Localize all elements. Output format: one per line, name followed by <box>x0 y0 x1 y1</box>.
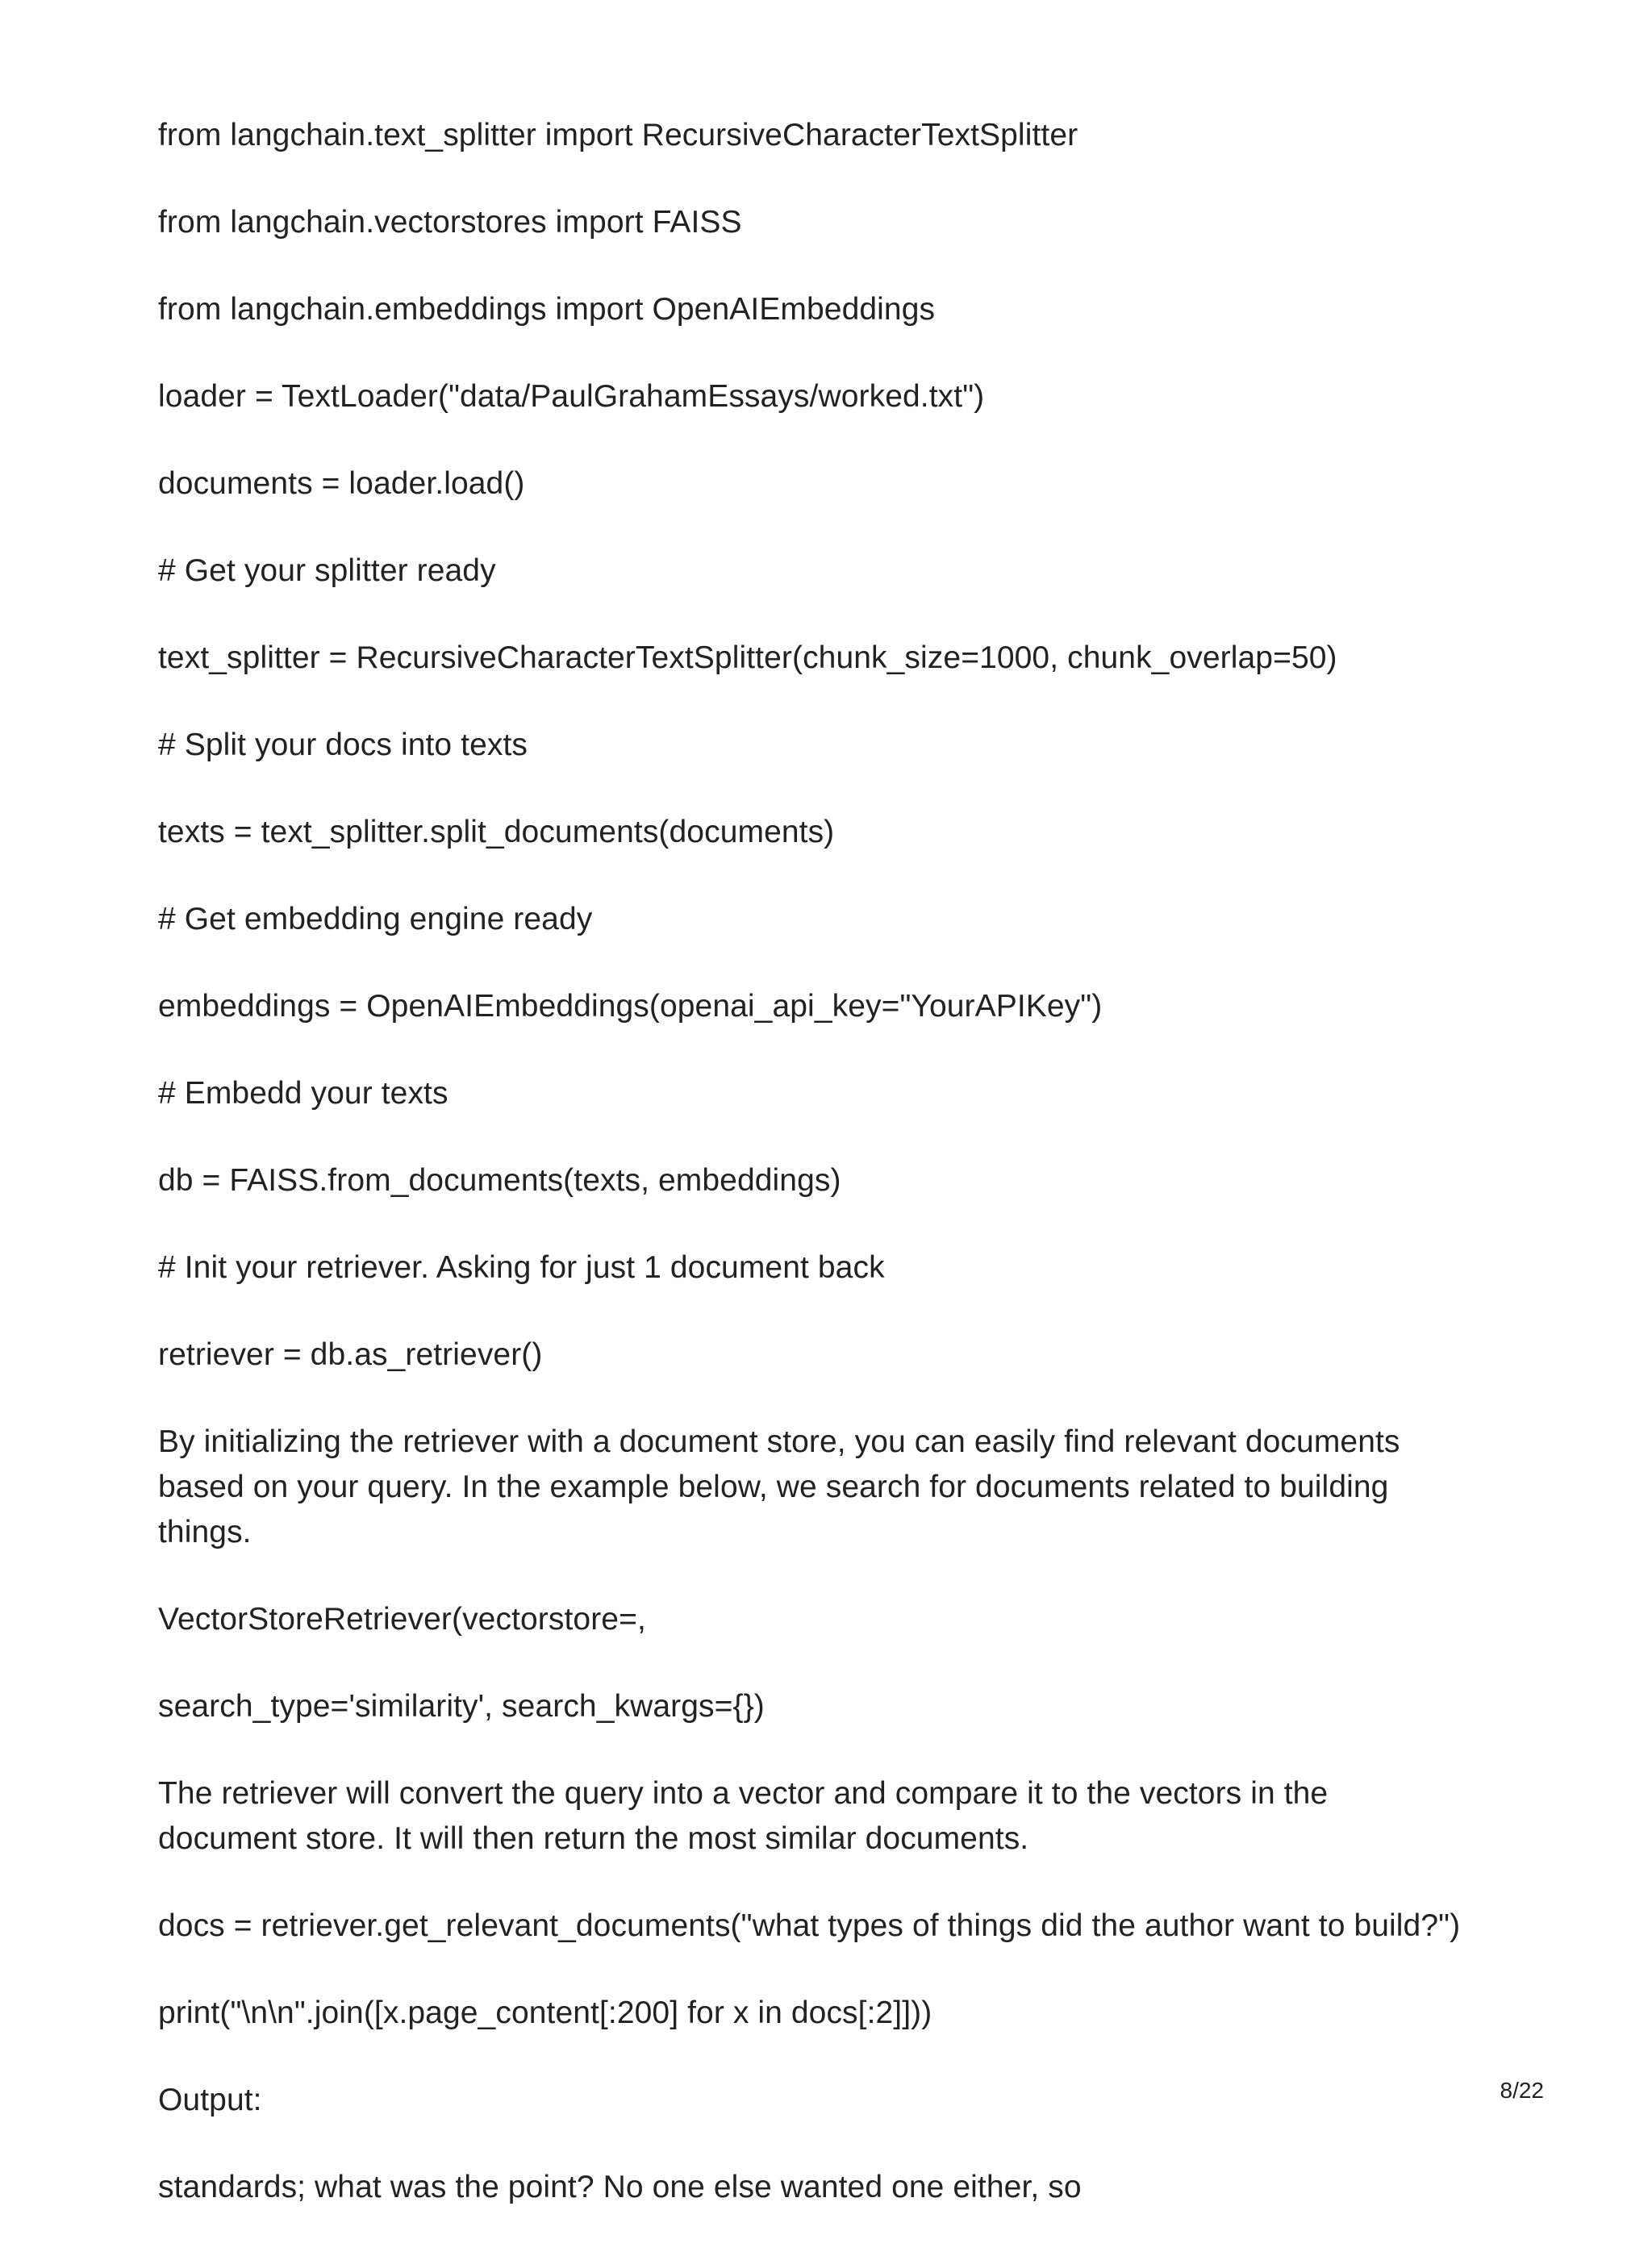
document-body <box>158 113 1513 2252</box>
page-number: 8/22 <box>1500 2078 1544 2103</box>
comment-init-retriever: # Init your retriever. Asking for just 1 document back <box>158 1250 885 1285</box>
code-line-text-splitter: text_splitter = RecursiveCharacterTextSplitter(chunk_size=1000, chunk_overlap=50) <box>158 640 1337 675</box>
code-line-documents: documents = loader.load() <box>158 466 525 501</box>
code-line-loader: loader = TextLoader("data/PaulGrahamEssays/worked.txt") <box>158 379 985 414</box>
comment-splitter-ready: # Get your splitter ready <box>158 553 496 588</box>
comment-split-docs: # Split your docs into texts <box>158 728 528 762</box>
paragraph-retriever-convert: The retriever will convert the query into a vector and compare it to the vectors in the document store. It will then return the most similar documents. <box>158 1776 1329 1856</box>
output-label: Output: <box>158 2083 262 2117</box>
code-line-import-embeddings: from langchain.embeddings import OpenAIEmbeddings <box>158 292 936 327</box>
code-line-print: print("\n\n".join([x.page_content[:200] for x in docs[:2]])) <box>158 1996 932 2030</box>
code-line-import-text-splitter: from langchain.text_splitter import RecursiveCharacterTextSplitter <box>158 118 1078 152</box>
code-line-retriever: retriever = db.as_retriever() <box>158 1337 543 1372</box>
code-line-docs: docs = retriever.get_relevant_documents("what types of things did the author want to build?") <box>158 1908 1461 1943</box>
comment-embedding-engine: # Get embedding engine ready <box>158 902 593 936</box>
code-line-search-type: search_type='similarity', search_kwargs={}) <box>158 1689 765 1724</box>
output-text: standards; what was the point? No one else wanted one either, so <box>158 2170 1082 2204</box>
code-line-db: db = FAISS.from_documents(texts, embeddings) <box>158 1163 841 1198</box>
code-line-vectorstore-retriever: VectorStoreRetriever(vectorstore=, <box>158 1602 646 1637</box>
comment-embedd-texts: # Embedd your texts <box>158 1076 448 1111</box>
paragraph-retriever-explanation: By initializing the retriever with a document store, you can easily find relevant documents based on your query. In the example below, we search for documents related to building things. <box>158 1424 1400 1549</box>
code-line-embeddings: embeddings = OpenAIEmbeddings(openai_api_key="YourAPIKey") <box>158 989 1103 1024</box>
code-line-import-faiss: from langchain.vectorstores import FAISS <box>158 205 742 240</box>
code-line-texts: texts = text_splitter.split_documents(documents) <box>158 815 835 849</box>
